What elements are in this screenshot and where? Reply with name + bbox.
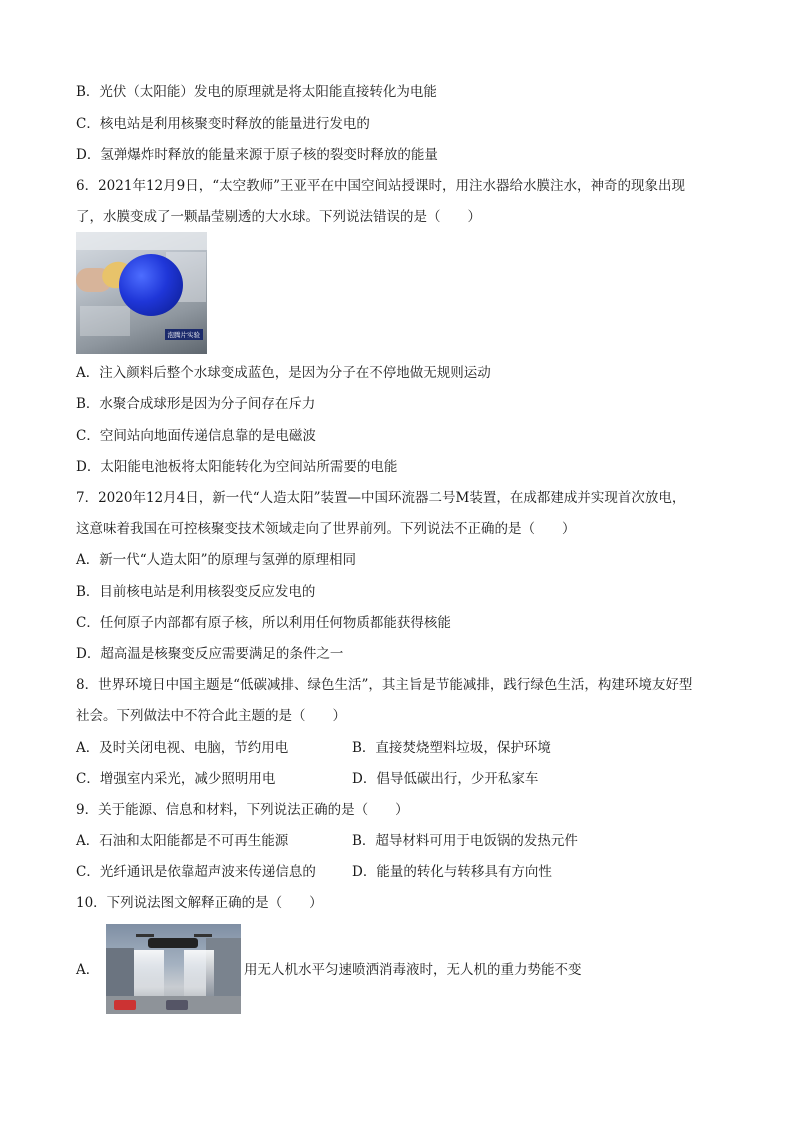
q10-option-a-letter: A．: [76, 962, 100, 978]
q6-stem-line1: 6．2021年12月9日，“太空教师”王亚平在中国空间站授课时，用注水器给水膜注水，神奇的现象出现: [76, 178, 686, 194]
q6-option-c: C．空间站向地面传递信息靠的是电磁波: [76, 428, 316, 444]
drone-spraying-photo: [106, 924, 241, 1014]
q7-option-b: B．目前核电站是利用核裂变反应发电的: [76, 584, 316, 600]
line-c-nuclear-plant: C．核电站是利用核聚变时释放的能量进行发电的: [76, 116, 370, 132]
q10-option-a-text: 用无人机水平匀速喷洒消毒液时，无人机的重力势能不变: [244, 962, 582, 978]
photo-caption: 泡腾片实验: [165, 329, 204, 340]
q7-option-c: C．任何原子内部都有原子核，所以利用任何物质都能获得核能: [76, 615, 451, 631]
q8-option-d: D．倡导低碳出行，少开私家车: [352, 771, 539, 787]
line-b-photovoltaic: B．光伏（太阳能）发电的原理就是将太阳能直接转化为电能: [76, 84, 437, 100]
q8-option-c: C．增强室内采光，减少照明用电: [76, 771, 276, 787]
q7-stem-line2: 这意味着我国在可控核聚变技术领域走向了世界前列。下列说法不正确的是（ ）: [76, 521, 576, 537]
q7-option-d: D．超高温是核聚变反应需要满足的条件之一: [76, 646, 344, 662]
q6-option-d: D．太阳能电池板将太阳能转化为空间站所需要的电能: [76, 459, 398, 475]
q8-stem-line1: 8．世界环境日中国主题是“低碳减排、绿色生活”，其主旨是节能减排，践行绿色生活，构建环境友好型: [76, 677, 693, 693]
q9-option-c: C．光纤通讯是依靠超声波来传递信息的: [76, 864, 316, 880]
q6-option-a: A．注入颜料后整个水球变成蓝色，是因为分子在不停地做无规则运动: [76, 365, 491, 381]
q6-stem-line2: 了，水膜变成了一颗晶莹剔透的大水球。下列说法错误的是（ ）: [76, 209, 481, 225]
q6-option-b: B．水聚合成球形是因为分子间存在斥力: [76, 396, 316, 412]
q9-option-b: B．超导材料可用于电饭锅的发热元件: [352, 833, 578, 849]
q10-stem: 10．下列说法图文解释正确的是（ ）: [76, 895, 323, 911]
water-ball-photo: [76, 232, 207, 354]
q9-option-a: A．石油和太阳能都是不可再生能源: [76, 833, 289, 849]
q9-stem: 9．关于能源、信息和材料，下列说法正确的是（ ）: [76, 802, 409, 818]
q7-option-a: A．新一代“人造太阳”的原理与氢弹的原理相同: [76, 552, 357, 568]
q7-stem-line1: 7．2020年12月4日，新一代“人造太阳”装置—中国环流器二号M装置，在成都建成并实现首次放电，: [76, 490, 686, 506]
q8-option-b: B．直接焚烧塑料垃圾，保护环境: [352, 740, 551, 756]
line-d-hydrogen-bomb: D．氢弹爆炸时释放的能量来源于原子核的裂变时释放的能量: [76, 147, 438, 163]
q9-option-d: D．能量的转化与转移具有方向性: [352, 864, 552, 880]
q8-stem-line2: 社会。下列做法中不符合此主题的是（ ）: [76, 708, 346, 724]
q8-option-a: A．及时关闭电视、电脑，节约用电: [76, 740, 289, 756]
